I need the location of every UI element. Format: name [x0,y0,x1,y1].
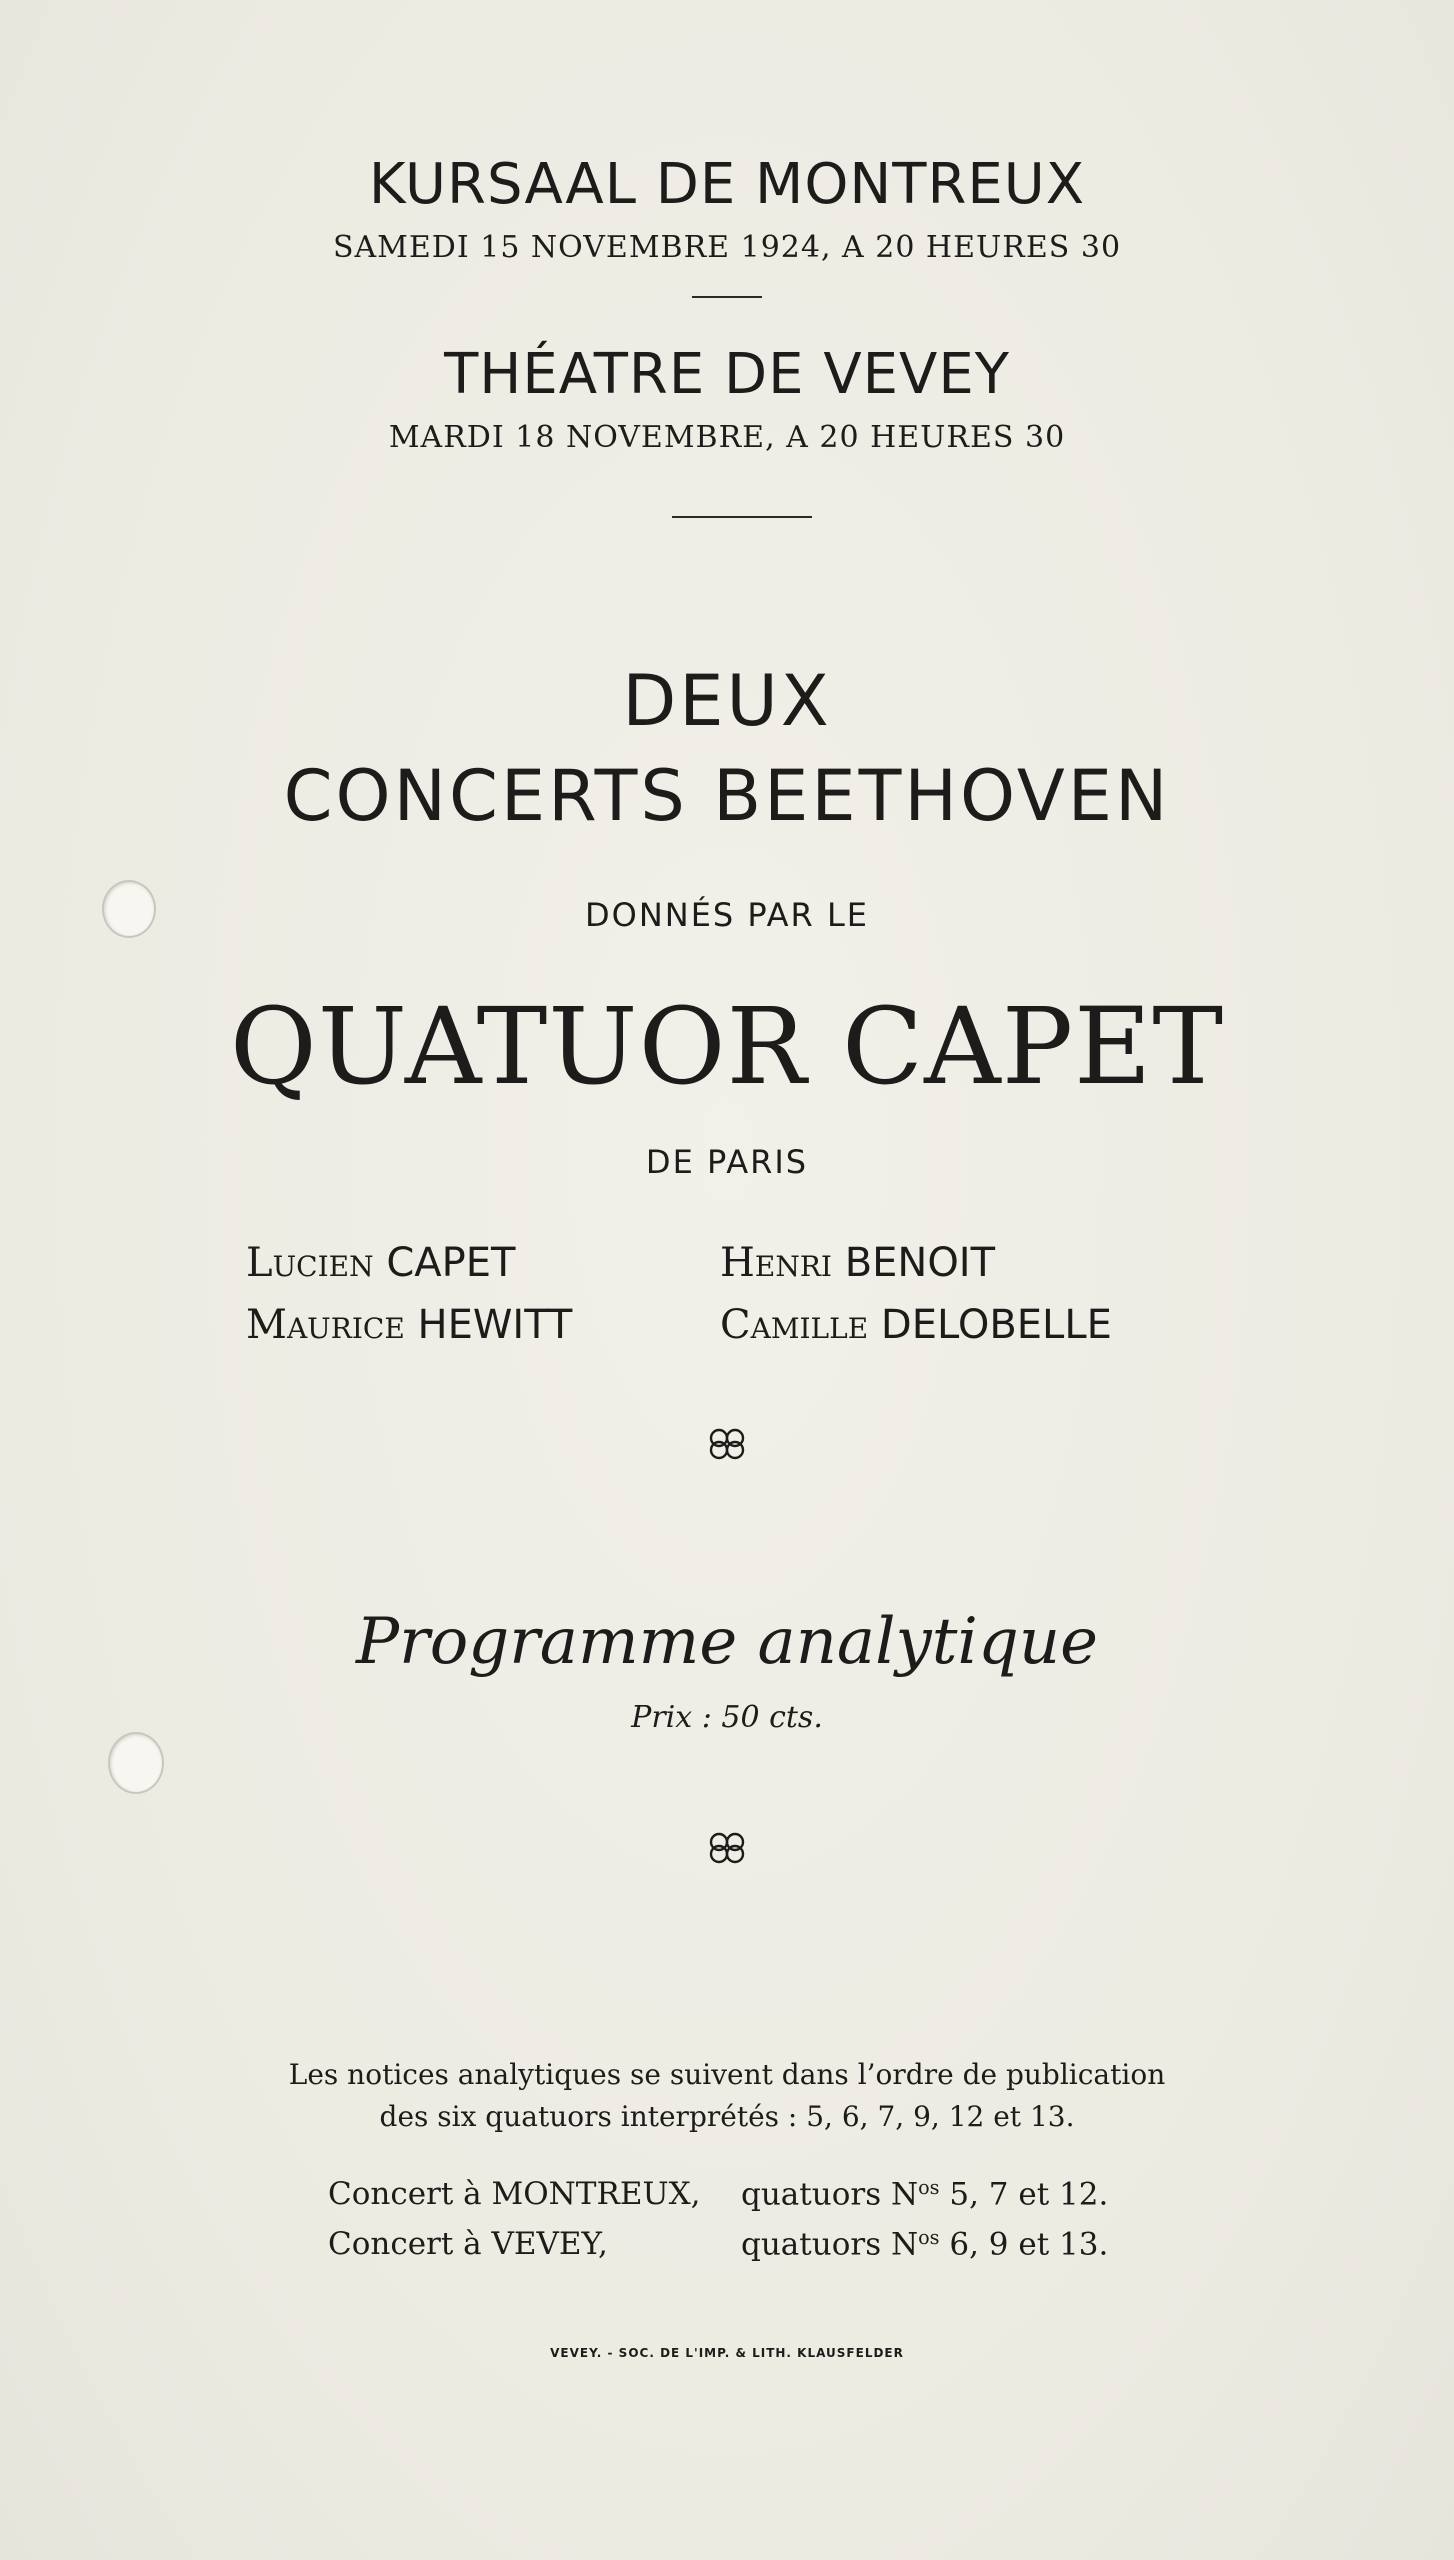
given-by: DONNÉS PAR LE [585,896,869,934]
venue-theatre-vevey: THÉATRE DE VEVEY [444,342,1010,407]
musician-last-name: HEWITT [417,1302,573,1348]
musician-first-name: Camille [720,1302,869,1348]
venue-kursaal: KURSAAL DE MONTREUX [368,152,1086,217]
works-numbers: 5, 7 et 12. [949,2176,1109,2213]
works-prefix: quatuors N [741,2176,919,2213]
date-montreux: SAMEDI 15 NOVEMBRE 1924, A 20 HEURES 30 [332,230,1122,265]
ensemble-name: QUATUOR CAPET [229,985,1225,1108]
musician-hewitt [246,1302,572,1348]
musician-capet [246,1240,515,1286]
divider [672,516,812,518]
musician-first-name: Lucien [246,1240,374,1286]
works-prefix: quatuors N [741,2226,919,2263]
musician-delobelle [720,1302,1112,1348]
works-numbers: 6, 9 et 13. [949,2226,1109,2263]
concert-vevey-works [741,2226,1108,2263]
ornament-icon [702,1424,752,1464]
ensemble-origin: DE PARIS [645,1143,809,1181]
musician-first-name: Maurice [246,1302,405,1348]
musician-last-name: BENOIT [844,1240,996,1286]
programme-title: Programme analytique [356,1605,1098,1679]
musician-benoit [720,1240,995,1286]
date-vevey: MARDI 18 NOVEMBRE, A 20 HEURES 30 [388,420,1066,455]
programme-price: Prix : 50 cts. [631,1700,823,1735]
musician-first-name: Henri [720,1240,832,1286]
ornament-icon [702,1828,752,1868]
punch-hole [108,1732,164,1794]
musician-last-name: CAPET [386,1240,516,1286]
musician-last-name: DELOBELLE [880,1302,1112,1348]
works-sup: os [918,2226,940,2249]
concert-vevey-place: Concert à VEVEY, [328,2226,608,2262]
divider [692,296,762,298]
notes-line-2: des six quatuors interprétés : 5, 6, 7, 9, 12 et 13. [379,2100,1075,2133]
concert-montreux-works [741,2176,1108,2213]
works-sup: os [918,2176,940,2199]
notes-line-1: Les notices analytiques se suivent dans l’ordre de publication [288,2058,1166,2091]
title-concerts-beethoven: CONCERTS BEETHOVEN [283,755,1171,837]
concert-montreux-place: Concert à MONTREUX, [328,2176,701,2212]
title-deux: DEUX [622,660,832,742]
printer-imprint: VEVEY. - SOC. DE L'IMP. & LITH. KLAUSFELDER [550,2346,904,2360]
